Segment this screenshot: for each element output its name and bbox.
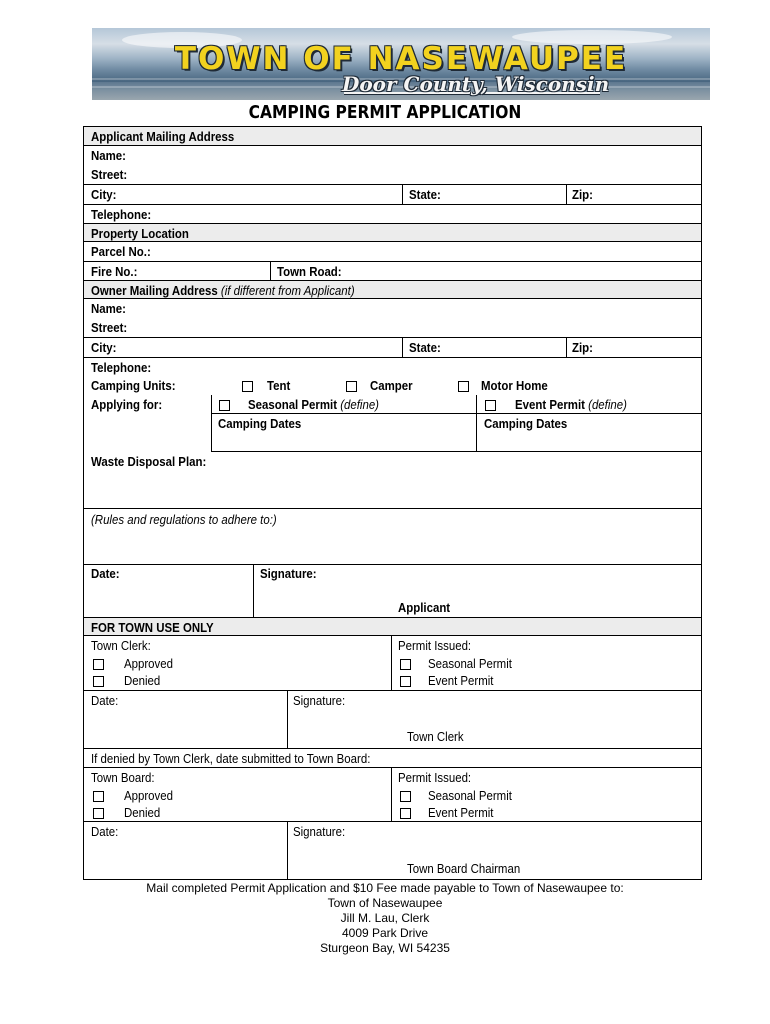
town-clerk-caption: Town Clerk	[407, 729, 464, 744]
clerk-date-label[interactable]: Date:	[91, 693, 119, 708]
board-event-checkbox[interactable]	[400, 808, 411, 819]
tent-option: Tent	[267, 378, 291, 393]
clerk-event-option: Event Permit	[428, 673, 494, 688]
board-seasonal-checkbox[interactable]	[400, 791, 411, 802]
motor-home-option: Motor Home	[481, 378, 548, 393]
clerk-denied-checkbox[interactable]	[93, 676, 104, 687]
seasonal-camping-dates-label: Camping Dates	[218, 416, 302, 431]
town-board-block	[84, 767, 701, 821]
divider	[391, 636, 392, 690]
rules-row[interactable]	[84, 509, 701, 565]
seasonal-permit-text: Seasonal Permit	[248, 397, 338, 412]
applicant-telephone-label: Telephone:	[91, 207, 152, 222]
town-use-header-row	[84, 617, 701, 636]
event-permit-option	[515, 397, 627, 412]
parcel-label: Parcel No.:	[91, 244, 151, 259]
seasonal-permit-checkbox[interactable]	[219, 400, 230, 411]
applicant-city-label: City:	[91, 187, 117, 202]
divider	[391, 768, 392, 821]
footer-address-city: Sturgeon Bay, WI 54235	[320, 941, 450, 955]
event-permit-checkbox[interactable]	[485, 400, 496, 411]
camper-checkbox[interactable]	[346, 381, 357, 392]
parcel-row[interactable]	[84, 242, 701, 261]
town-clerk-label: Town Clerk:	[91, 638, 151, 653]
owner-header-note: (if different from Applicant)	[220, 283, 355, 298]
applicant-state-label: State:	[409, 187, 441, 202]
form-title: CAMPING PERMIT APPLICATION	[248, 102, 522, 123]
camper-option: Camper	[370, 378, 413, 393]
divider	[211, 413, 702, 414]
camping-units-label: Camping Units:	[91, 378, 176, 393]
divider	[287, 822, 288, 880]
applying-for-label: Applying for:	[91, 397, 163, 412]
clerk-denied-option: Denied	[124, 673, 161, 688]
board-denied-checkbox[interactable]	[93, 808, 104, 819]
owner-street-row[interactable]	[84, 318, 701, 337]
divider	[402, 185, 403, 204]
applicant-street-row[interactable]	[84, 165, 701, 184]
banner-town-name: TOWN OF NASEWAUPEE	[174, 41, 628, 77]
applicant-date-label[interactable]: Date:	[91, 566, 120, 581]
footer-address-street: 4009 Park Drive	[341, 926, 429, 940]
board-permit-issued-label: Permit Issued:	[398, 770, 472, 785]
denied-note-row	[84, 748, 701, 767]
divider	[211, 395, 212, 452]
town-use-header: FOR TOWN USE ONLY	[91, 620, 214, 635]
motor-home-checkbox[interactable]	[458, 381, 469, 392]
event-camping-dates-label: Camping Dates	[484, 416, 568, 431]
event-define: (define)	[588, 397, 627, 412]
owner-section-header	[84, 280, 701, 299]
board-approved-checkbox[interactable]	[93, 791, 104, 802]
board-seasonal-option: Seasonal Permit	[428, 788, 512, 803]
waste-disposal-row[interactable]	[84, 452, 701, 509]
property-header: Property Location	[91, 226, 189, 241]
owner-name-label: Name:	[91, 301, 126, 316]
owner-city-label: City:	[91, 340, 117, 355]
owner-street-label: Street:	[91, 320, 128, 335]
footer-instructions: Mail completed Permit Application and $10 Fee made payable to Town of Nasewaupee to:	[146, 881, 624, 895]
applicant-caption: Applicant	[398, 600, 451, 615]
owner-header	[91, 283, 355, 298]
fire-road-row[interactable]	[84, 261, 701, 281]
divider	[566, 185, 567, 204]
clerk-permit-issued-label: Permit Issued:	[398, 638, 472, 653]
clerk-seasonal-checkbox[interactable]	[400, 659, 411, 670]
applicant-name-label: Name:	[91, 148, 126, 163]
seasonal-define: (define)	[340, 397, 379, 412]
clerk-event-checkbox[interactable]	[400, 676, 411, 687]
town-clerk-block	[84, 636, 701, 690]
town-banner	[92, 28, 710, 100]
owner-name-row[interactable]	[84, 299, 701, 318]
rules-label: (Rules and regulations to adhere to:)	[91, 512, 277, 527]
event-permit-text: Event Permit	[515, 397, 585, 412]
town-board-chairman-caption: Town Board Chairman	[407, 861, 521, 876]
applicant-signature-row	[84, 565, 701, 618]
applicant-city-row[interactable]	[84, 184, 701, 204]
denied-note: If denied by Town Clerk, date submitted to Town Board:	[91, 751, 371, 766]
permit-form	[83, 126, 702, 880]
applicant-header: Applicant Mailing Address	[91, 129, 235, 144]
clerk-signature-label[interactable]: Signature:	[293, 693, 346, 708]
applicant-name-row[interactable]	[84, 146, 701, 165]
camping-units-row	[84, 376, 701, 395]
divider	[402, 338, 403, 357]
owner-telephone-row[interactable]	[84, 357, 701, 376]
town-road-label: Town Road:	[277, 264, 342, 279]
town-board-label: Town Board:	[91, 770, 155, 785]
divider	[253, 565, 254, 618]
applicant-street-label: Street:	[91, 167, 128, 182]
board-signature-label[interactable]: Signature:	[293, 824, 346, 839]
divider	[476, 395, 477, 452]
owner-city-row[interactable]	[84, 337, 701, 357]
banner-subtitle: Door County, Wisconsin	[342, 72, 610, 96]
applicant-signature-label[interactable]: Signature:	[260, 566, 317, 581]
seasonal-permit-option	[248, 397, 379, 412]
clerk-approved-checkbox[interactable]	[93, 659, 104, 670]
fire-no-label: Fire No.:	[91, 264, 138, 279]
property-section-header	[84, 223, 701, 242]
board-event-option: Event Permit	[428, 805, 494, 820]
footer-address-clerk: Jill M. Lau, Clerk	[340, 911, 430, 925]
clerk-seasonal-option: Seasonal Permit	[428, 656, 512, 671]
tent-checkbox[interactable]	[242, 381, 253, 392]
board-approved-option: Approved	[124, 788, 173, 803]
waste-disposal-label: Waste Disposal Plan:	[91, 454, 207, 469]
clerk-signature-row	[84, 690, 701, 748]
applicant-telephone-row[interactable]	[84, 204, 701, 224]
footer-address-town: Town of Nasewaupee	[327, 896, 443, 910]
applicant-zip-label: Zip:	[572, 187, 593, 202]
owner-state-label: State:	[409, 340, 441, 355]
divider	[566, 338, 567, 357]
divider	[270, 262, 271, 281]
owner-zip-label: Zip:	[572, 340, 593, 355]
board-signature-row	[84, 821, 701, 879]
owner-telephone-label: Telephone:	[91, 360, 152, 375]
applying-for-row	[84, 395, 701, 452]
divider	[287, 691, 288, 748]
board-denied-option: Denied	[124, 805, 161, 820]
board-date-label[interactable]: Date:	[91, 824, 119, 839]
clerk-approved-option: Approved	[124, 656, 173, 671]
owner-header-text: Owner Mailing Address	[91, 283, 218, 298]
applicant-section-header	[84, 127, 701, 146]
